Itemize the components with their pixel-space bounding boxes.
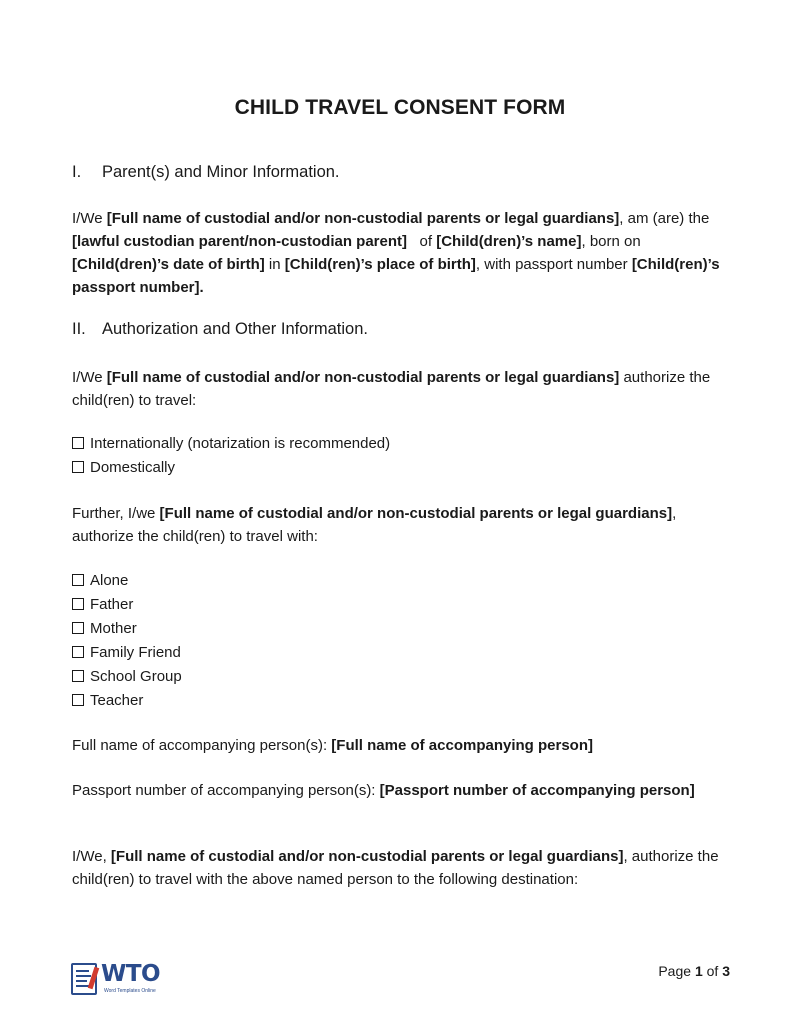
text-iwe: I/We xyxy=(72,369,107,386)
companion-paragraph xyxy=(72,502,732,548)
placeholder-child-passport: [Child(ren)’s passport number]. xyxy=(72,256,720,296)
section-1-heading xyxy=(72,163,340,182)
logo-subtitle: Word Templates Online xyxy=(104,988,156,994)
option-label: School Group xyxy=(90,668,182,685)
page-current: 1 xyxy=(694,963,703,979)
option-label: Alone xyxy=(90,572,129,589)
option-domestically[interactable] xyxy=(72,456,175,480)
option-internationally[interactable] xyxy=(72,432,390,456)
placeholder-accompanying-passport: [Passport number of accompanying person] xyxy=(379,782,695,799)
accompanying-passport-label: Passport number of accompanying person(s): xyxy=(72,782,380,799)
option-label: Teacher xyxy=(90,692,144,709)
option-label: Father xyxy=(90,596,134,613)
checkbox-icon[interactable] xyxy=(72,574,84,586)
placeholder-guardians-name: [Full name of custodial and/or non-custodial parents or legal guardians] xyxy=(110,848,624,865)
text-am: , am (are) the xyxy=(619,210,710,227)
text-further: Further, I/we xyxy=(72,505,160,522)
placeholder-custodian-type: [lawful custodian parent/non-custodian parent] xyxy=(72,233,408,250)
option-teacher[interactable] xyxy=(72,689,143,713)
text-in: in xyxy=(264,256,285,273)
section-1-paragraph xyxy=(72,207,732,299)
option-school-group[interactable] xyxy=(72,665,182,689)
logo-text: WTO xyxy=(101,961,161,987)
section-2-title: Authorization and Other Information. xyxy=(102,320,368,338)
wto-logo xyxy=(71,961,161,997)
placeholder-guardians-name: [Full name of custodial and/or non-custodial parents or legal guardians] xyxy=(106,210,620,227)
checkbox-icon[interactable] xyxy=(72,670,84,682)
section-1-title: Parent(s) and Minor Information. xyxy=(102,163,340,181)
checkbox-icon[interactable] xyxy=(72,437,84,449)
checkbox-icon[interactable] xyxy=(72,461,84,473)
placeholder-child-name: [Child(dren)’s name] xyxy=(436,233,582,250)
option-label: Internationally (notarization is recommended) xyxy=(90,435,391,452)
page-number xyxy=(658,963,730,979)
section-2-number: II. xyxy=(72,320,86,338)
placeholder-accompanying-name: [Full name of accompanying person] xyxy=(331,737,593,754)
checkbox-icon[interactable] xyxy=(72,646,84,658)
placeholder-guardians-name: [Full name of custodial and/or non-custodial parents or legal guardians] xyxy=(159,505,673,522)
page-total: 3 xyxy=(722,963,730,979)
text-authorize-travel: authorize the child(ren) to travel: xyxy=(72,369,711,409)
option-label: Family Friend xyxy=(90,644,181,661)
authorization-paragraph xyxy=(72,366,732,412)
option-father[interactable] xyxy=(72,593,133,617)
option-family-friend[interactable] xyxy=(72,641,181,665)
page-of: of xyxy=(702,963,723,979)
option-alone[interactable] xyxy=(72,569,128,593)
text-destination: , authorize the child(ren) to travel with the above named person to the following destination: xyxy=(72,848,719,888)
placeholder-child-dob: [Child(dren)’s date of birth] xyxy=(72,256,265,273)
text-born-on: , born on xyxy=(581,233,641,250)
placeholder-guardians-name: [Full name of custodial and/or non-custodial parents or legal guardians] xyxy=(106,369,620,386)
option-label: Mother xyxy=(90,620,137,637)
checkbox-icon[interactable] xyxy=(72,622,84,634)
accompanying-name-label: Full name of accompanying person(s): xyxy=(72,737,332,754)
accompanying-name-line xyxy=(72,734,732,757)
option-label: Domestically xyxy=(90,459,176,476)
text-of: of xyxy=(407,233,437,250)
page-label: Page xyxy=(658,963,695,979)
text-iwe: I/We xyxy=(72,210,107,227)
text-with-passport: , with passport number xyxy=(475,256,632,273)
section-2-heading xyxy=(72,320,368,339)
accompanying-passport-line xyxy=(72,779,732,802)
option-mother[interactable] xyxy=(72,617,137,641)
page-title: CHILD TRAVEL CONSENT FORM xyxy=(234,96,566,119)
text-iwe: I/We, xyxy=(72,848,111,865)
checkbox-icon[interactable] xyxy=(72,598,84,610)
section-1-number: I. xyxy=(72,163,82,181)
placeholder-child-pob: [Child(ren)’s place of birth] xyxy=(284,256,476,273)
destination-paragraph xyxy=(72,845,732,891)
checkbox-icon[interactable] xyxy=(72,694,84,706)
text-travel-with: , authorize the child(ren) to travel with: xyxy=(72,505,677,545)
